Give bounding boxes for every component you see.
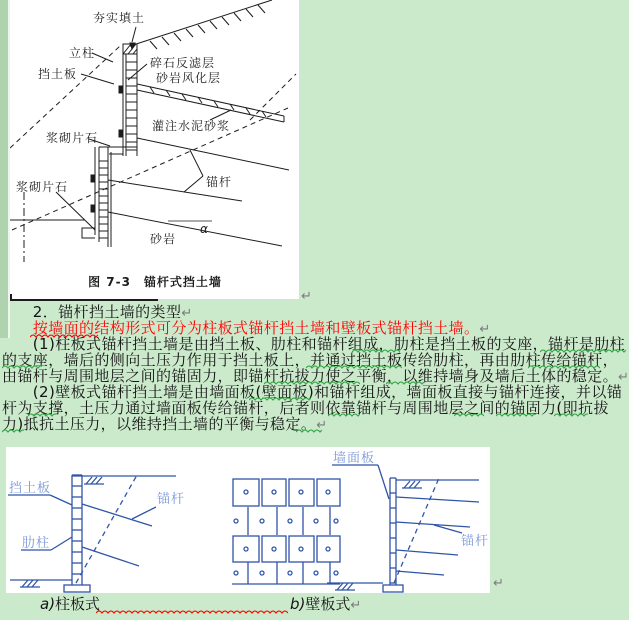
label-mortar-rubble-lower: 浆砌片石 <box>16 180 69 194</box>
grammar-squiggle <box>296 429 322 434</box>
text-line: (2)壁板式锚杆挡土墙是由墙面板(壁面板)和锚杆组成，墙面板直接与锚杆连接，并以锚 <box>2 383 623 401</box>
grammar-squiggle <box>454 413 484 418</box>
grammar-squiggle <box>249 397 311 402</box>
text-line: 的支座，墙后的侧向土压力作用于挡土板上，并通过挡土板传给肋柱，再由肋柱传给锚杆， <box>2 351 619 369</box>
label-rib-column: 肋柱 <box>22 536 51 551</box>
label-cement-grout: 灌注水泥砂浆 <box>152 119 231 133</box>
retaining-wall-drawing <box>10 0 299 299</box>
wall-types-drawing <box>6 447 490 593</box>
label-retaining-board-a: 挡土板 <box>9 481 52 496</box>
label-column: 立柱 <box>69 46 96 60</box>
grammar-squiggle <box>2 365 42 370</box>
grammar-squiggle <box>352 349 400 354</box>
label-weathered-sandstone: 砂岩风化层 <box>156 71 222 85</box>
label-anchor-b: 锚杆 <box>461 534 490 549</box>
label-anchor-rod: 锚杆 <box>206 175 233 189</box>
text-line: 力)抵抗土压力，以维持挡土墙的平衡与稳定。↵ <box>2 415 328 433</box>
page-margin-strip <box>0 0 10 338</box>
text-line: (1)柱板式锚杆挡土墙是由挡土板、肋柱和锚杆组成，肋柱是挡土板的支座，锚杆是肋柱 <box>2 335 626 353</box>
text-line: 杆为支撑，土压力通过墙面板传给锚杆，后者则依靠锚杆与周围地层之间的锚固力(即抗拔 <box>2 399 609 417</box>
grammar-squiggle <box>496 413 536 418</box>
grammar-squiggle <box>554 413 588 418</box>
label-mortar-rubble-upper: 浆砌片石 <box>46 131 99 145</box>
caption-panel-type: b)壁板式↵ <box>290 595 362 613</box>
grammar-squiggle <box>2 429 24 434</box>
spellcheck-squiggle <box>96 610 288 615</box>
figure-anchor-retaining-wall[interactable] <box>10 0 299 299</box>
scan-edge-line <box>10 299 158 301</box>
grammar-squiggle <box>28 413 56 418</box>
text-line: 由锚杆与周围地层之间的锚固力，即锚杆抗拔力使之平衡，以维持墙身及墙后土体的稳定。↵ <box>2 367 629 385</box>
text-line-heading: 2．锚杆挡土墙的类型↵ <box>2 303 193 321</box>
grammar-squiggle <box>386 381 424 386</box>
spellcheck-squiggle <box>30 334 98 339</box>
caption-column-board-type: a)柱板式 <box>40 595 101 613</box>
grammar-squiggle <box>328 413 360 418</box>
grammar-squiggle <box>540 349 626 354</box>
label-wall-panel: 墙面板 <box>333 451 376 466</box>
label-compacted-fill: 夯实填土 <box>93 11 146 25</box>
grammar-squiggle <box>306 365 402 370</box>
label-sandstone: 砂岩 <box>150 232 177 246</box>
label-alpha-angle: α <box>200 222 209 236</box>
text-line-red: 按墙面的结构形式可分为柱板式锚杆挡土墙和壁板式锚杆挡土墙。↵ <box>32 319 491 337</box>
figure-wall-types[interactable] <box>6 447 490 593</box>
paragraph-mark: ↵ <box>493 576 504 591</box>
figure-caption-7-3: 图 7-3 锚杆式挡土墙 <box>88 275 222 289</box>
scan-edge-tick <box>10 294 12 301</box>
label-retaining-board: 挡土板 <box>38 67 78 81</box>
paragraph-mark: ↵ <box>301 289 312 304</box>
grammar-squiggle <box>528 365 600 370</box>
grammar-squiggle <box>264 381 360 386</box>
label-gravel-filter: 碎石反滤层 <box>150 56 216 70</box>
label-anchor-a: 锚杆 <box>157 492 186 507</box>
